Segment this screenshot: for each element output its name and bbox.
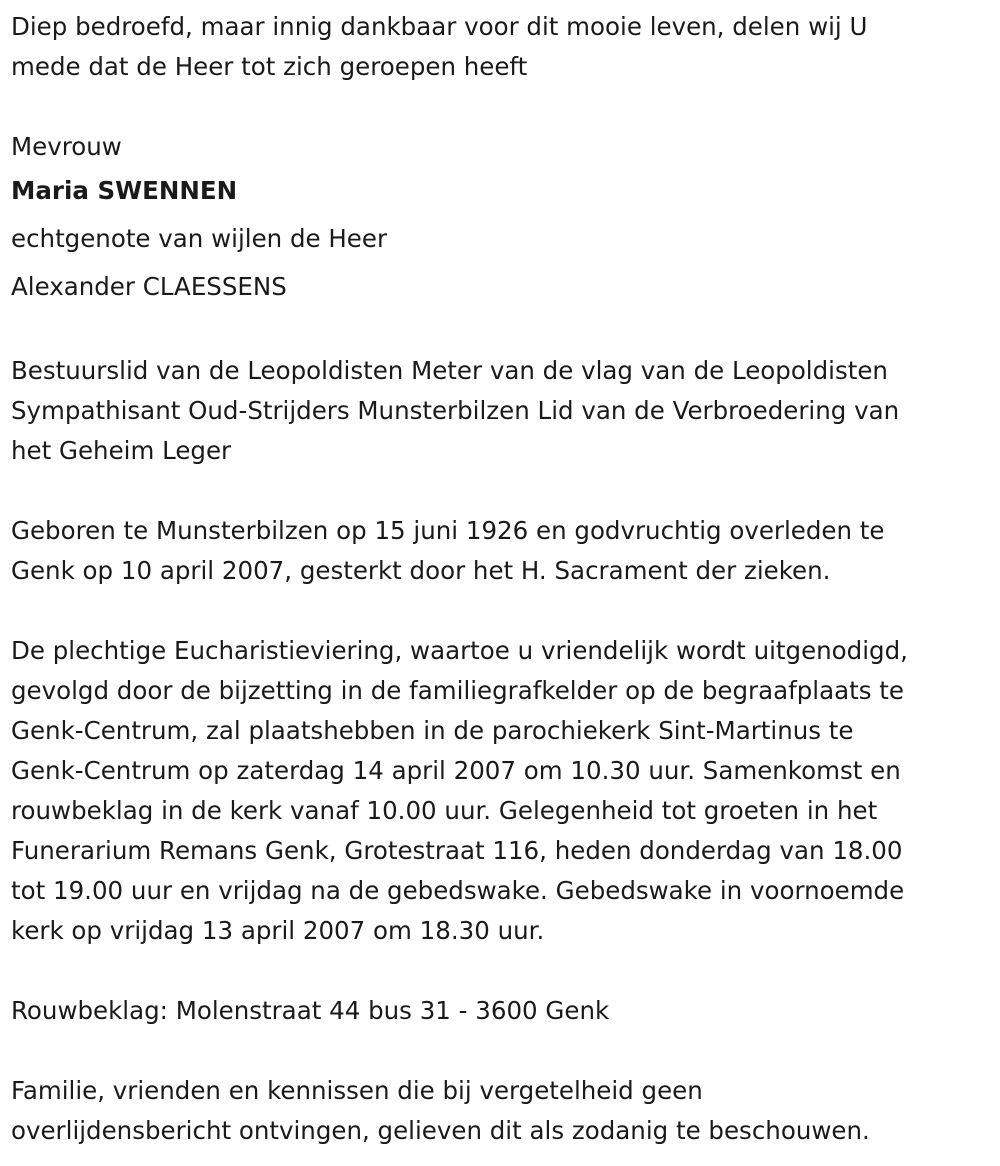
ceremony-line: tot 19.00 uur en vrijdag na de gebedswake. Gebedswake in voornoemde (11, 876, 905, 905)
ceremony-line: Genk-Centrum op zaterdag 14 april 2007 om 10.30 uur. Samenkomst en (11, 756, 901, 785)
closing-paragraph (11, 1071, 990, 1151)
ceremony-line: Genk-Centrum, zal plaatshebben in de parochiekerk Sint-Martinus te (11, 716, 854, 745)
deceased-block (11, 127, 990, 311)
deceased-name: Maria SWENNEN (11, 176, 238, 205)
ceremony-line: Funerarium Remans Genk, Grotestraat 116, heden donderdag van 18.00 (11, 836, 903, 865)
ceremony-paragraph (11, 631, 990, 951)
condolence-address-paragraph (11, 991, 990, 1031)
condolence-address-line: Rouwbeklag: Molenstraat 44 bus 31 - 3600 Genk (11, 996, 610, 1025)
closing-line: overlijdensbericht ontvingen, gelieven dit als zodanig te beschouwen. (11, 1116, 870, 1145)
ceremony-line: De plechtige Eucharistieviering, waartoe u vriendelijk wordt uitgenodigd, (11, 636, 908, 665)
ceremony-line: rouwbeklag in de kerk vanaf 10.00 uur. Gelegenheid tot groeten in het (11, 796, 878, 825)
birth-death-line: Genk op 10 april 2007, gesterkt door het H. Sacrament der zieken. (11, 556, 831, 585)
birth-death-line: Geboren te Munsterbilzen op 15 juni 1926 en godvruchtig overleden te (11, 516, 885, 545)
closing-line: Familie, vrienden en kennissen die bij vergetelheid geen (11, 1076, 703, 1105)
affiliations-paragraph (11, 351, 990, 471)
relation-text: echtgenote van wijlen de Heer (11, 224, 388, 253)
affiliations-line: het Geheim Leger (11, 436, 232, 465)
intro-line: mede dat de Heer tot zich geroepen heeft (11, 52, 528, 81)
intro-paragraph (11, 7, 990, 87)
ceremony-line: kerk op vrijdag 13 april 2007 om 18.30 uur. (11, 916, 545, 945)
affiliations-line: Bestuurslid van de Leopoldisten Meter van de vlag van de Leopoldisten (11, 356, 888, 385)
affiliations-line: Sympathisant Oud-Strijders Munsterbilzen Lid van de Verbroedering van (11, 396, 900, 425)
intro-line: Diep bedroefd, maar innig dankbaar voor dit mooie leven, delen wij U (11, 12, 868, 41)
salutation: Mevrouw (11, 132, 122, 161)
spouse-name: Alexander CLAESSENS (11, 272, 287, 301)
birth-death-paragraph (11, 511, 990, 591)
ceremony-line: gevolgd door de bijzetting in de familiegrafkelder op de begraafplaats te (11, 676, 904, 705)
